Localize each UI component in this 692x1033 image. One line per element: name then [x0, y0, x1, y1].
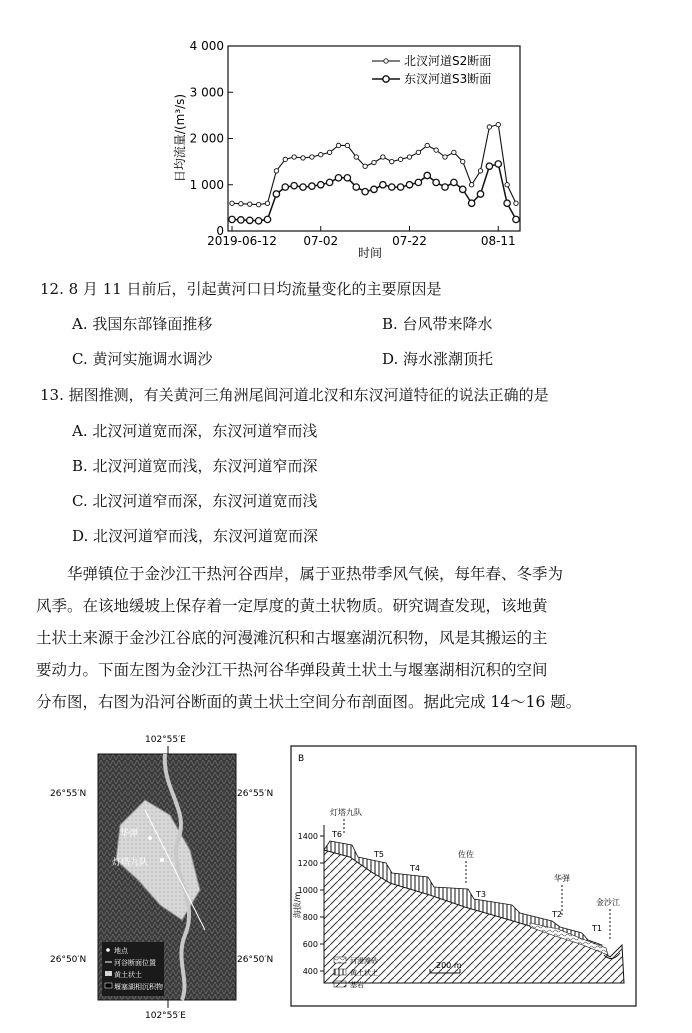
map-lat-top-right-label: 26°55′N — [237, 789, 274, 799]
data-point-s3 — [406, 182, 412, 188]
data-point-s2 — [381, 155, 385, 159]
data-point-s2 — [425, 143, 429, 147]
profile-terrace-t2: T2 — [552, 910, 562, 919]
profile-legend-sand-symbol — [334, 957, 346, 963]
data-point-s3 — [477, 191, 483, 197]
y-tick-label: 1 000 — [189, 177, 224, 192]
data-point-s2 — [256, 202, 260, 206]
profile-y-tick-800: 800 — [302, 913, 318, 922]
profile-terrace-t4: T4 — [410, 864, 420, 873]
data-point-s3 — [442, 184, 448, 190]
x-tick-label: 07-22 — [392, 234, 427, 248]
data-point-s2 — [363, 164, 367, 168]
legend-marker-s2 — [384, 59, 388, 63]
map-lon-bottom-label: 102°55′E — [145, 1011, 186, 1020]
map-figure — [50, 730, 285, 1020]
profile-legend-bedrock-symbol — [334, 981, 346, 987]
profile-terrace-t1: T1 — [592, 924, 602, 933]
passage-line-3: 土状土来源于金沙江谷底的河漫滩沉积和古堰塞湖沉积物，风是其搬运的主 — [36, 629, 548, 647]
data-point-s2 — [336, 143, 340, 147]
data-point-s3 — [238, 217, 244, 223]
data-point-s2 — [319, 152, 323, 156]
data-point-s2 — [443, 155, 447, 159]
data-point-s2 — [478, 169, 482, 173]
map-place-label-huadan: 华弹 — [120, 829, 139, 839]
data-point-s3 — [318, 182, 324, 188]
data-point-s3 — [486, 163, 492, 169]
profile-figure — [290, 745, 640, 1010]
data-point-s2 — [274, 169, 278, 173]
passage-line-2: 风季。在该地缓坡上保存着一定厚度的黄土状物质。研究调查发现，该地黄 — [36, 597, 548, 615]
passage-line-4: 要动力。下面左图为金沙江干热河谷华弹段黄土状土与堰塞湖相沉积的空间 — [36, 661, 548, 679]
profile-y-tick-1000: 1000 — [297, 886, 318, 895]
profile-place-jinsha: 金沙江 — [596, 898, 620, 907]
data-point-s3 — [291, 182, 297, 188]
y-axis-label: 日均流量/(m³/s) — [173, 93, 187, 183]
x-tick-label: 08-11 — [480, 234, 516, 248]
data-point-s3 — [513, 216, 519, 222]
data-point-s2 — [434, 148, 438, 152]
profile-panel-label: B — [298, 754, 305, 764]
map-legend-point: 地点 — [114, 947, 128, 955]
data-point-s2 — [496, 122, 500, 126]
profile-legend-bedrock: 基岩 — [350, 981, 364, 989]
question-12-stem: 12. 8 月 11 日前后，引起黄河口日均流量变化的主要原因是 — [40, 280, 442, 298]
map-place-label-dengta: 灯塔九队 — [112, 858, 149, 868]
profile-place-huadan: 华弹 — [554, 874, 570, 883]
data-point-s3 — [495, 161, 501, 167]
data-point-s3 — [282, 184, 288, 190]
data-point-s2 — [390, 159, 394, 163]
data-point-s2 — [345, 143, 349, 147]
discharge-chart — [150, 30, 540, 265]
data-point-s3 — [371, 186, 377, 192]
data-point-s2 — [487, 125, 491, 129]
profile-svg — [290, 745, 640, 1010]
data-point-s3 — [353, 184, 359, 190]
y-tick-label: 0 — [216, 224, 224, 238]
legend-label-s3: 东汊河道S3断面 — [404, 72, 492, 86]
profile-y-tick-600: 600 — [302, 940, 318, 949]
data-point-s3 — [300, 184, 306, 190]
passage — [36, 558, 661, 718]
data-point-s3 — [362, 188, 368, 194]
profile-place-dengta: 灯塔九队 — [330, 808, 362, 817]
x-tick-label: 07-02 — [303, 234, 339, 248]
map-place-marker-huadan — [148, 836, 152, 840]
data-point-s2 — [265, 201, 269, 205]
data-point-s2 — [469, 183, 473, 187]
data-point-s3 — [424, 172, 430, 178]
data-point-s2 — [248, 202, 252, 206]
discharge-chart-svg — [150, 30, 540, 265]
data-point-s3 — [504, 200, 510, 206]
legend-label-s2: 北汊河道S2断面 — [404, 54, 492, 68]
question-13-option-d: D. 北汊河道窄而浅，东汊河道宽而深 — [72, 527, 319, 545]
question-12-option-d: D. 海水涨潮顶托 — [382, 350, 494, 368]
data-point-s2 — [505, 183, 509, 187]
question-13-stem: 13. 据图推测，有关黄河三角洲尾闾河道北汊和东汊河道特征的说法正确的是 — [40, 386, 549, 404]
profile-place-zuozuo: 佐佐 — [458, 850, 474, 859]
map-lon-top-label: 102°55′E — [145, 735, 186, 745]
data-point-s3 — [397, 184, 403, 190]
profile-y-tick-1400: 1400 — [297, 832, 318, 841]
data-point-s2 — [407, 155, 411, 159]
data-point-s2 — [416, 150, 420, 154]
question-13-option-a: A. 北汊河道宽而深，东汊河道窄而浅 — [72, 422, 318, 440]
data-point-s2 — [372, 160, 376, 164]
map-place-marker-dengta — [160, 858, 164, 862]
data-point-s3 — [309, 183, 315, 189]
y-tick-label: 3 000 — [189, 85, 224, 100]
profile-scale-label: 200 m — [436, 961, 462, 970]
profile-y-label: 海拔/m — [293, 891, 302, 919]
map-legend-section: 河谷断面位置 — [114, 959, 156, 967]
map-legend-loess: 黄土状土 — [114, 971, 142, 979]
legend-marker-s3 — [383, 76, 389, 82]
map-svg — [50, 730, 285, 1020]
profile-legend-sand: 河漫滩砂 — [350, 957, 378, 965]
question-12-option-a: A. 我国东部锋面推移 — [72, 315, 213, 333]
data-point-s3 — [415, 179, 421, 185]
data-point-s2 — [461, 159, 465, 163]
legend — [372, 53, 491, 86]
map-legend-lake-symbol — [105, 983, 112, 988]
data-point-s2 — [398, 157, 402, 161]
profile-legend-loess-symbol — [334, 969, 346, 975]
data-point-s3 — [460, 186, 466, 192]
data-point-s3 — [255, 218, 261, 224]
data-point-s3 — [389, 184, 395, 190]
x-axis-label: 时间 — [357, 246, 383, 260]
data-point-s2 — [292, 155, 296, 159]
question-13-option-b: B. 北汊河道宽而浅，东汊河道窄而深 — [72, 457, 318, 475]
passage-line-5: 分布图，右图为沿河谷断面的黄土状土空间分布剖面图。据此完成 14～16 题。 — [36, 693, 582, 711]
map-lat-bottom-left-label: 26°50′N — [50, 955, 87, 965]
data-point-s2 — [301, 156, 305, 160]
profile-y-tick-400: 400 — [302, 967, 318, 976]
profile-terrace-t6: T6 — [332, 830, 342, 839]
data-point-s2 — [354, 155, 358, 159]
map-lat-top-left-label: 26°55′N — [50, 789, 87, 799]
passage-line-1: 华弹镇位于金沙江干热河谷西岸，属于亚热带季风气候，每年春、冬季为 — [67, 565, 564, 583]
data-point-s2 — [239, 202, 243, 206]
profile-legend-loess: 黄土状土 — [350, 969, 378, 977]
data-point-s3 — [468, 200, 474, 206]
map-legend-point-symbol — [106, 948, 110, 952]
profile-y-tick-1200: 1200 — [297, 859, 318, 868]
profile-terrace-t3: T3 — [476, 890, 486, 899]
y-tick-label: 2 000 — [189, 131, 224, 146]
data-point-s3 — [273, 191, 279, 197]
data-point-s2 — [283, 157, 287, 161]
data-point-s2 — [230, 201, 234, 205]
data-point-s3 — [247, 217, 253, 223]
question-12-option-b: B. 台风带来降水 — [382, 315, 493, 333]
data-point-s2 — [327, 150, 331, 154]
data-point-s3 — [229, 216, 235, 222]
profile-terrace-t5: T5 — [374, 850, 384, 859]
data-point-s3 — [433, 179, 439, 185]
question-13-option-c: C. 北汊河道窄而深，东汊河道宽而浅 — [72, 492, 318, 510]
question-12-option-c: C. 黄河实施调水调沙 — [72, 350, 213, 368]
data-point-s2 — [452, 150, 456, 154]
map-lat-bottom-right-label: 26°50′N — [237, 955, 274, 965]
data-point-s3 — [264, 216, 270, 222]
data-point-s3 — [380, 182, 386, 188]
data-point-s2 — [514, 201, 518, 205]
map-legend-lake: 堰塞湖相沉积物 — [114, 983, 163, 991]
map-legend-loess-symbol — [105, 971, 112, 976]
data-point-s3 — [344, 175, 350, 181]
x-tick-label: 2019-06-12 — [207, 234, 277, 248]
y-tick-label: 4 000 — [189, 39, 224, 53]
data-point-s3 — [326, 179, 332, 185]
data-point-s3 — [451, 179, 457, 185]
data-point-s3 — [335, 175, 341, 181]
data-point-s2 — [310, 155, 314, 159]
